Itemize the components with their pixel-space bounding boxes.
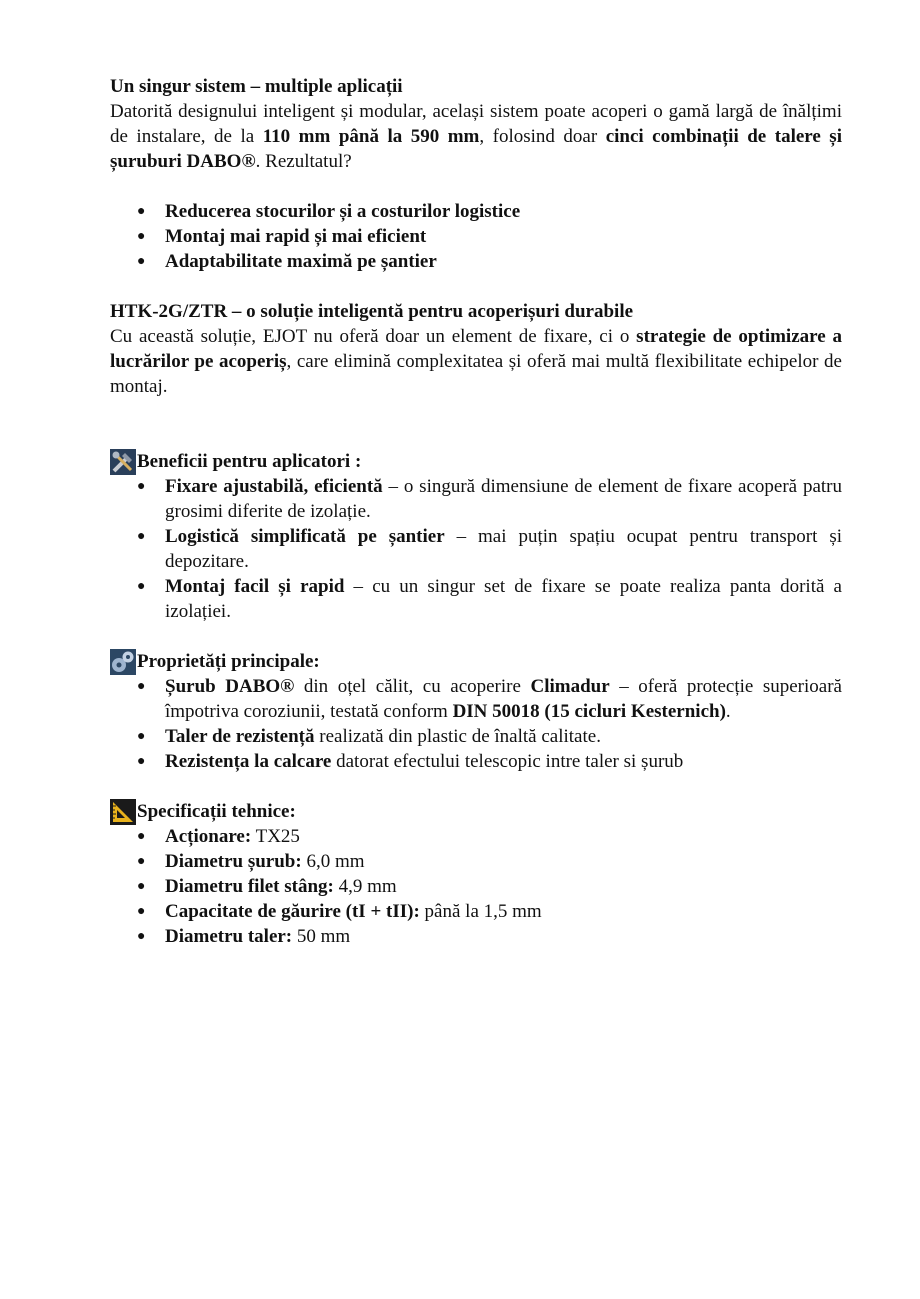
benefits-title: Beneficii pentru aplicatori :: [137, 451, 362, 472]
list-item: ● Acționare: TX25: [110, 824, 842, 849]
list-item: ● Montaj facil și rapid – cu un singur set de fixare se poate realiza panta dorită a izolației.: [110, 574, 842, 624]
list-item: ● Taler de rezistență realizată din plastic de înaltă calitate.: [110, 724, 842, 749]
properties-heading: [110, 649, 842, 674]
properties-list: [110, 674, 842, 774]
intro-title: Un singur sistem – multiple aplicații: [110, 76, 403, 97]
specs-list: [110, 824, 842, 949]
intro-bullet-list: [110, 199, 842, 274]
properties-title: Proprietăți principale:: [137, 651, 320, 672]
list-item: ● Diametru filet stâng: 4,9 mm: [110, 874, 842, 899]
height-range: 110 mm până la 590 mm: [262, 126, 480, 147]
list-item: ● Adaptabilitate maximă pe șantier: [110, 249, 842, 274]
list-item: ● Șurub DABO® din oțel călit, cu acoperire Climadur – oferă protecție superioară împotriva coroziunii, testată conform DIN 50018 (15 cicluri Kesternich).: [110, 674, 842, 724]
list-item: ● Diametru șurub: 6,0 mm: [110, 849, 842, 874]
benefits-list: [110, 474, 842, 624]
solution-title: HTK-2G/ZTR – o soluție inteligentă pentru acoperișuri durabile: [110, 301, 634, 322]
gears-icon: [110, 649, 136, 675]
solution-paragraph: Cu această soluție, EJOT nu oferă doar un element de fixare, ci o strategie de optimizare a lucrărilor pe acoperiș, care elimină complexitatea și oferă mai multă flexibilitate echipelor de montaj.: [110, 326, 842, 397]
ruler-triangle-icon: [110, 799, 136, 825]
document-page: [110, 74, 842, 949]
list-item: ● Rezistența la calcare datorat efectului telescopic intre taler si șurub: [110, 749, 842, 774]
list-item: ● Capacitate de găurire (tI + tII): până la 1,5 mm: [110, 899, 842, 924]
list-item: ● Reducerea stocurilor și a costurilor logistice: [110, 199, 842, 224]
list-item: ● Fixare ajustabilă, eficientă – o singură dimensiune de element de fixare acoperă patru grosimi diferite de izolație.: [110, 474, 842, 524]
tools-icon: [110, 449, 136, 475]
list-item: ● Montaj mai rapid și mai eficient: [110, 224, 842, 249]
intro-paragraph: Datorită designului inteligent și modular, același sistem poate acoperi o gamă largă de înălțimi de instalare, de la 110 mm până la 590 mm, folosind doar cinci combinații de talere și șuruburi DABO®. Rezultatul?: [110, 101, 842, 172]
benefits-heading: [110, 449, 842, 474]
list-item: ● Logistică simplificată pe șantier – mai puțin spațiu ocupat pentru transport și depozitare.: [110, 524, 842, 574]
list-item: ● Diametru taler: 50 mm: [110, 924, 842, 949]
combinations-text: cinci combinații de talere și șuruburi DABO®: [110, 126, 842, 172]
specs-title: Specificații tehnice:: [137, 801, 296, 822]
specs-heading: [110, 799, 842, 824]
